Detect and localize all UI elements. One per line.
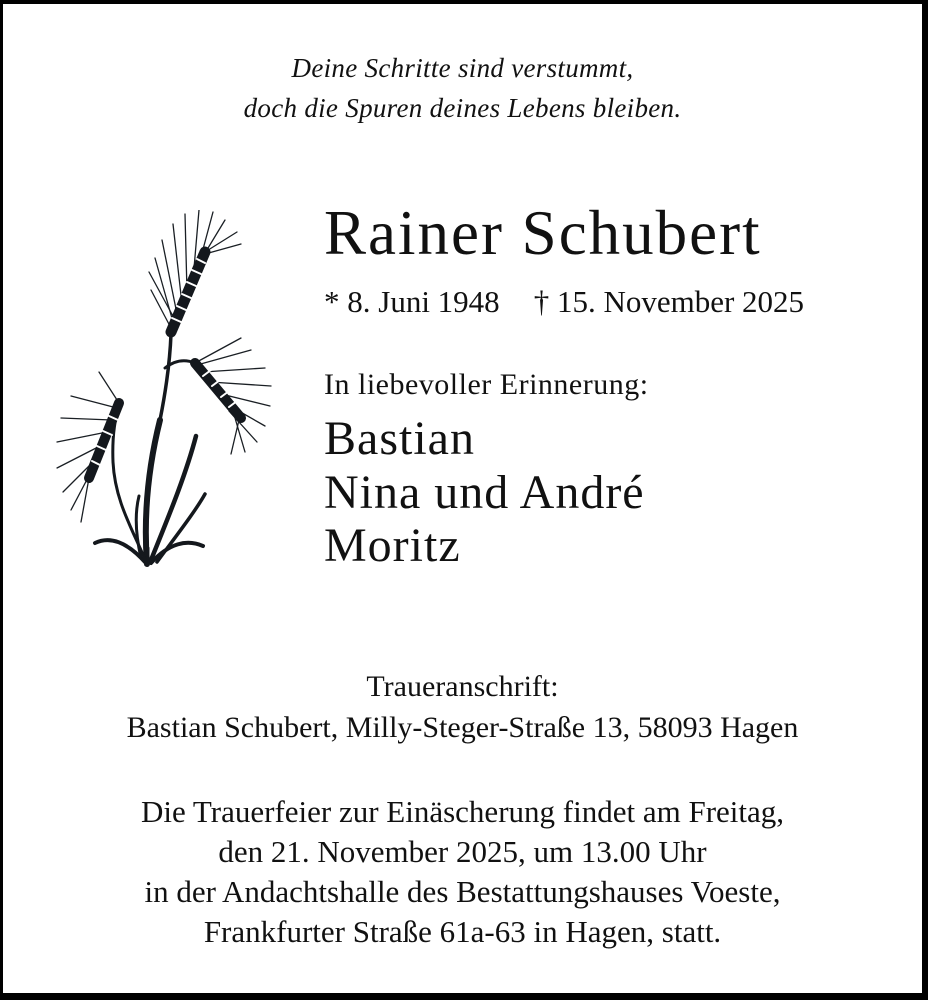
wheat-top-ear — [149, 210, 241, 332]
memorial-intro: In liebevoller Erinnerung: — [324, 368, 649, 401]
wheat-stalk-icon — [55, 210, 280, 568]
mourner-name: Nina und André — [324, 465, 645, 519]
wheat-main-stem — [146, 334, 171, 564]
wheat-left-ear — [57, 372, 119, 522]
mourning-address — [3, 666, 922, 748]
mourners-list — [324, 412, 904, 573]
epigraph-line-1: Deine Schritte sind verstummt, — [291, 53, 634, 83]
service-line: den 21. November 2025, um 13.00 Uhr — [218, 834, 707, 869]
service-line: Frankfurter Straße 61a-63 in Hagen, statt. — [203, 914, 722, 949]
birth-date: * 8. Juni 1948 — [324, 284, 500, 319]
death-date: † 15. November 2025 — [533, 284, 805, 319]
deceased-name: Rainer Schubert — [324, 198, 762, 268]
epigraph-line-2: doch die Spuren deines Lebens bleiben. — [243, 93, 682, 123]
mourner-name: Bastian — [324, 412, 475, 465]
epigraph — [3, 48, 922, 128]
service-line: Die Trauerfeier zur Einäscherung findet am Freitag, — [140, 794, 785, 829]
wheat-right-ear — [195, 338, 271, 454]
life-dates — [324, 284, 904, 320]
mourning-address-line: Bastian Schubert, Milly-Steger-Straße 13, 58093 Hagen — [126, 711, 799, 744]
mourning-address-heading: Traueranschrift: — [366, 670, 559, 703]
service-info — [3, 792, 922, 952]
mourner-name: Moritz — [324, 519, 461, 572]
service-line: in der Andachtshalle des Bestattungshauses Voeste, — [144, 874, 781, 909]
main-block — [324, 198, 904, 573]
